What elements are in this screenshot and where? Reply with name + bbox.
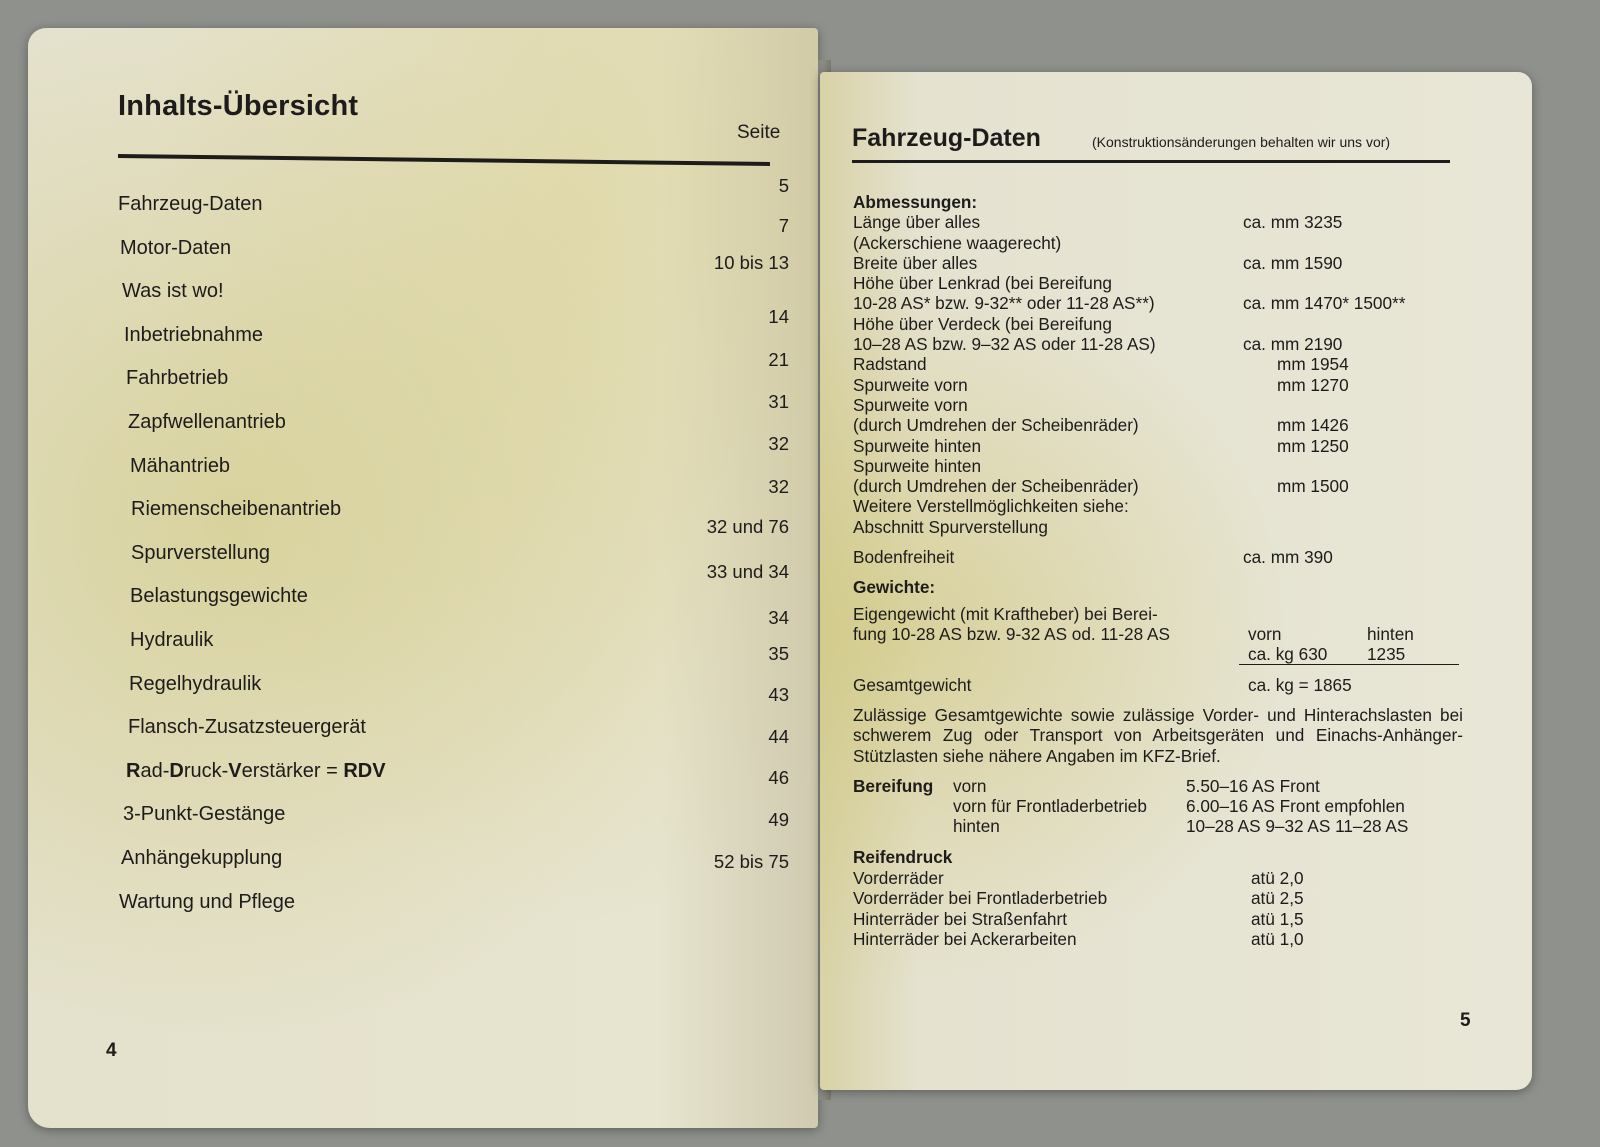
abmessung-label: 10-28 AS* bzw. 9-32** oder 11-28 AS**) (853, 293, 1155, 314)
abmessung-row (853, 293, 1463, 313)
abmessung-value: ca. mm 2190 (1243, 334, 1343, 355)
abmessung-row (853, 476, 1463, 496)
toc-item-page: 52 bis 75 (713, 850, 789, 872)
reifendruck-value: atü 1,5 (1251, 908, 1304, 929)
abmessung-value: mm 1250 (1277, 435, 1349, 456)
reifendruck-row (853, 929, 1463, 950)
toc-item-label: Inbetriebnahme (124, 323, 263, 346)
abmessung-label: Breite über alles (853, 252, 978, 273)
weight-hinten-value: 1235 (1367, 643, 1406, 664)
reifendruck-label: Hinterräder bei Ackerarbeiten (853, 929, 1077, 950)
abmessung-label: Höhe über Verdeck (bei Bereifung (853, 313, 1112, 334)
toc-item (118, 349, 789, 411)
abmessungen-heading: Abmessungen: (853, 192, 978, 212)
toc-item (118, 390, 789, 455)
zulaessige-gewichte-paragraph: Zulässige Gesamtgewichte sowie zulässige Vorder- und Hinterachslasten bei schwerem Zug oder Transport von Arbeitsgeräten und Einachs-Anhänger-Stützlasten siehe nähere Angaben im KFZ-Brief. (853, 704, 1463, 766)
reifendruck-row (853, 868, 1463, 889)
toc-item (118, 561, 789, 629)
abmessung-label: Spurweite hinten (853, 455, 982, 476)
eigengewicht-text (853, 604, 1233, 645)
gewichte-heading: Gewichte: (853, 577, 936, 598)
abmessung-label: (Ackerschiene waagerecht) (853, 232, 1062, 253)
abmessung-row (853, 517, 1463, 537)
toc-item (118, 684, 789, 760)
weight-vorn-value: ca. kg 630 (1248, 643, 1328, 664)
gesamtgewicht-label: Gesamtgewicht (853, 674, 972, 695)
toc-item-page: 7 (778, 214, 789, 236)
toc-item-label: Regelhydraulik (129, 672, 262, 695)
abmessung-label: Spurweite vorn (853, 374, 968, 395)
abmessung-row (853, 233, 1463, 253)
toc-seite-label: Seite (737, 122, 781, 143)
toc-item-page: 43 (768, 684, 789, 706)
toc-item (118, 305, 789, 368)
toc-item-page: 21 (768, 349, 789, 371)
reifendruck-label: Vorderräder (853, 867, 944, 888)
toc-item-page: 35 (768, 642, 789, 664)
toc-item-label: Anhängekupplung (121, 846, 283, 869)
abmessung-row (853, 436, 1463, 456)
toc-item-label: Zapfwellenantrieb (128, 410, 286, 433)
abmessung-row (853, 395, 1463, 415)
abmessung-row (853, 354, 1463, 374)
abmessung-row (853, 375, 1463, 395)
toc-item-label: Hydraulik (130, 628, 214, 651)
abmessung-value: ca. mm 1590 (1243, 252, 1343, 273)
eigengewicht-line1: Eigengewicht (mit Kraftheber) bei Berei- (853, 603, 1158, 624)
reifendruck-value: atü 2,0 (1251, 867, 1304, 888)
abmessung-value: mm 1270 (1277, 374, 1349, 395)
eigengewicht-block (853, 604, 1463, 665)
gesamtgewicht-value: ca. kg = 1865 (1248, 674, 1352, 695)
toc-item-label: Spurverstellung (131, 541, 270, 564)
toc-item-label: Was ist wo! (122, 280, 224, 303)
toc-item-label: Mähantrieb (130, 454, 231, 477)
toc-item-label: Belastungsgewichte (130, 585, 308, 608)
abmessung-value: ca. mm 3235 (1243, 212, 1343, 233)
left-page (28, 28, 818, 1128)
bereifung-hinten-label: hinten (953, 816, 1000, 837)
bodenfreiheit-row (853, 547, 1463, 567)
abmessung-value: ca. mm 1470* 1500** (1243, 293, 1406, 314)
toc-item-page: 46 (768, 767, 789, 789)
fahrzeug-daten-title: Fahrzeug-Daten (852, 124, 1041, 152)
bereifung-frontlader-value: 6.00–16 AS Front empfohlen (1186, 796, 1405, 817)
toc-item (118, 214, 789, 281)
toc-item-page: 33 und 34 (706, 561, 789, 583)
toc-item (118, 642, 789, 717)
gesamtgewicht-row (853, 675, 1463, 695)
bereifung-block (853, 776, 1463, 837)
toc-item-page: 14 (768, 305, 789, 327)
bereifung-heading: Bereifung (853, 776, 934, 797)
bereifung-frontlader-label: vorn für Frontladerbetrieb (953, 796, 1147, 817)
abmessung-row (853, 334, 1463, 354)
toc-item (118, 515, 789, 586)
toc-item-label: Riemenscheibenantrieb (131, 498, 342, 521)
bereifung-vorn-value: 5.50–16 AS Front (1186, 776, 1320, 797)
abmessung-label: 10–28 AS bzw. 9–32 AS oder 11-28 AS) (853, 334, 1156, 355)
weight-hinten-label: hinten (1367, 623, 1414, 644)
toc-item-label: Fahrzeug-Daten (118, 193, 263, 215)
weight-vorn-label: vorn (1248, 623, 1282, 644)
abmessung-row (853, 496, 1463, 516)
toc-item (118, 252, 789, 324)
page-number-right: 5 (1460, 1010, 1471, 1031)
abmessung-row (853, 253, 1463, 273)
abmessung-label: Weitere Verstellmöglichkeiten siehe: (853, 496, 1129, 517)
abmessungen-list (853, 212, 1463, 537)
toc-item-page: 49 (768, 808, 789, 830)
reifendruck-list (853, 868, 1463, 950)
toc-item-page: 32 und 76 (706, 515, 789, 537)
toc-item-label: Motor-Daten (120, 236, 232, 259)
abmessung-label: (durch Umdrehen der Scheibenräder) (853, 415, 1139, 436)
abmessung-row (853, 415, 1463, 435)
toc-item-label: Flansch-Zusatzsteuergerät (128, 716, 366, 739)
reifendruck-row (853, 888, 1463, 909)
toc-item (118, 606, 789, 673)
toc-item (118, 175, 789, 237)
toc-item-page: 44 (768, 725, 789, 747)
toc-item (118, 476, 789, 542)
reifendruck-label: Vorderräder bei Frontladerbetrieb (853, 888, 1108, 909)
toc-item-page: 34 (768, 606, 789, 628)
toc-item-page: 31 (768, 390, 789, 412)
toc-rule (118, 154, 770, 166)
reifendruck-value: atü 1,0 (1251, 929, 1304, 950)
abmessung-label: Abschnitt Spurverstellung (853, 516, 1048, 537)
toc-item (118, 432, 789, 499)
title-rule (852, 160, 1450, 163)
bodenfreiheit-label: Bodenfreiheit (853, 547, 955, 568)
abmessung-label: Radstand (853, 354, 927, 375)
toc-item-page: 10 bis 13 (713, 252, 789, 274)
abmessung-label: Höhe über Lenkrad (bei Bereifung (853, 273, 1112, 294)
bodenfreiheit-value: ca. mm 390 (1243, 547, 1333, 568)
abmessung-row (853, 314, 1463, 334)
reifendruck-heading: Reifendruck (853, 847, 953, 868)
bereifung-hinten-value: 10–28 AS 9–32 AS 11–28 AS (1186, 816, 1409, 837)
toc-item-label: Fahrbetrieb (126, 367, 229, 390)
toc-item-label: Wartung und Pflege (119, 890, 296, 913)
abmessung-label: Spurweite hinten (853, 435, 982, 456)
reifendruck-value: atü 2,5 (1251, 888, 1304, 909)
sum-line (1239, 664, 1459, 666)
right-page (820, 72, 1532, 1090)
page-number-left: 4 (106, 1040, 117, 1061)
abmessung-row (853, 456, 1463, 476)
abmessung-label: (durch Umdrehen der Scheibenräder) (853, 476, 1139, 497)
toc-list (118, 175, 789, 934)
reifendruck-label: Hinterräder bei Straßenfahrt (853, 908, 1067, 929)
abmessung-row (853, 273, 1463, 293)
fahrzeug-daten-subtitle: (Konstruktionsänderungen behalten wir uns vor) (1092, 134, 1391, 150)
reifendruck-row (853, 909, 1463, 930)
abmessung-value: mm 1426 (1277, 415, 1349, 436)
toc-item-label: 3-Punkt-Gestänge (123, 803, 286, 826)
abmessung-row (853, 212, 1463, 232)
eigengewicht-line2: fung 10-28 AS bzw. 9-32 AS od. 11-28 AS (853, 623, 1170, 644)
abmessung-label: Spurweite vorn (853, 394, 968, 415)
bereifung-vorn-label: vorn (953, 776, 987, 797)
toc-item-label: Rad-Druck-Verstärker = RDV (126, 759, 386, 782)
abmessung-value: mm 1954 (1277, 354, 1349, 375)
toc-item-page: 32 (768, 432, 789, 454)
abmessung-label: Länge über alles (853, 212, 981, 233)
toc-title: Inhalts-Übersicht (118, 90, 359, 122)
toc-item-page: 5 (778, 175, 789, 196)
toc-item-page: 32 (768, 476, 789, 498)
fahrzeug-daten-body (853, 192, 1463, 950)
abmessung-value: mm 1500 (1277, 476, 1349, 497)
